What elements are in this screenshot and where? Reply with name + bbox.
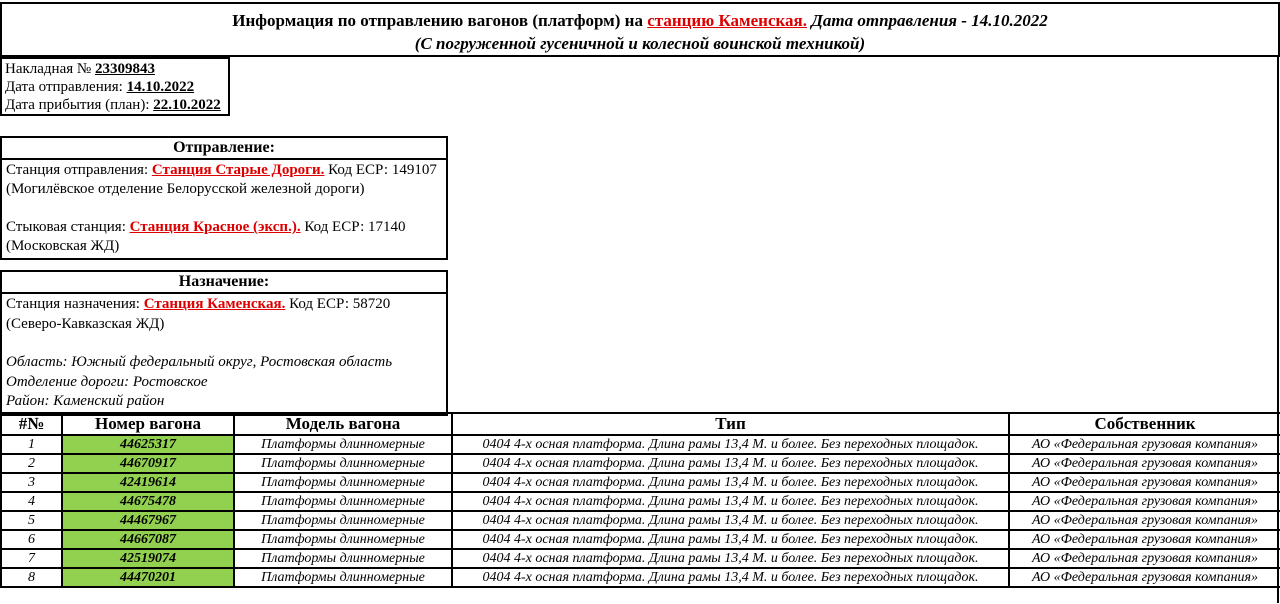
- departure-station-line: [6, 161, 442, 180]
- wagon-number-cell: 44625317: [62, 435, 234, 454]
- row-number-cell: 3: [1, 473, 62, 492]
- wagon-number-cell: 42419614: [62, 473, 234, 492]
- header-row-number: #№: [1, 413, 62, 435]
- row-number-cell: 1: [1, 435, 62, 454]
- wagon-model-cell: Платформы длинномерные: [234, 549, 452, 568]
- wagons-table: [0, 412, 1280, 588]
- waybill-arrival-value: 22.10.2022: [153, 97, 221, 113]
- waybill-number-label: Накладная №: [5, 61, 95, 77]
- header-wagon-model: Модель вагона: [234, 413, 452, 435]
- row-number-cell: 6: [1, 530, 62, 549]
- wagon-model-cell: Платформы длинномерные: [234, 530, 452, 549]
- destination-station-code: Код ЕСР: 58720: [285, 296, 391, 312]
- wagon-number-cell: 42519074: [62, 549, 234, 568]
- wagon-number-cell: 44670917: [62, 454, 234, 473]
- title-line1: [2, 9, 1278, 32]
- junction-station-note: (Московская ЖД): [6, 238, 120, 254]
- wagon-model-cell: Платформы длинномерные: [234, 435, 452, 454]
- wagon-owner-cell: АО «Федеральная грузовая компания»: [1009, 473, 1280, 492]
- wagon-model-cell: Платформы длинномерные: [234, 473, 452, 492]
- waybill-departure-line: [5, 78, 225, 96]
- destination-station-link[interactable]: Станция Каменская.: [143, 296, 286, 312]
- title-text-prefix: Информация по отправлению вагонов (платформ) на: [232, 11, 648, 30]
- table-row: [1, 568, 1280, 587]
- destination-region: Область: Южный федеральный округ, Ростовская область: [6, 354, 393, 370]
- row-number-cell: 4: [1, 492, 62, 511]
- table-row: [1, 511, 1280, 530]
- wagon-number-cell: 44467967: [62, 511, 234, 530]
- wagon-owner-cell: АО «Федеральная грузовая компания»: [1009, 511, 1280, 530]
- departure-station-label: Станция отправления:: [6, 162, 152, 178]
- table-row: [1, 435, 1280, 454]
- waybill-departure-value: 14.10.2022: [126, 79, 195, 95]
- table-row: [1, 473, 1280, 492]
- wagon-model-cell: Платформы длинномерные: [234, 511, 452, 530]
- destination-section: [0, 270, 448, 416]
- spacer-line: [6, 199, 442, 218]
- departure-header: Отправление:: [2, 138, 446, 160]
- waybill-box: [0, 57, 230, 116]
- wagon-type-cell: 0404 4-х осная платформа. Длина рамы 13,4 М. и более. Без переходных площадок.: [452, 435, 1009, 454]
- junction-station-link[interactable]: Станция Красное (эксп.).: [129, 219, 301, 235]
- title-station-link[interactable]: станцию Каменская.: [647, 11, 808, 30]
- row-number-cell: 7: [1, 549, 62, 568]
- table-row: [1, 530, 1280, 549]
- wagon-type-cell: 0404 4-х осная платформа. Длина рамы 13,4 М. и более. Без переходных площадок.: [452, 549, 1009, 568]
- wagon-owner-cell: АО «Федеральная грузовая компания»: [1009, 435, 1280, 454]
- waybill-arrival-label: Дата прибытия (план):: [5, 97, 154, 113]
- title-box: [0, 2, 1280, 57]
- header-wagon-number: Номер вагона: [62, 413, 234, 435]
- wagon-model-cell: Платформы длинномерные: [234, 454, 452, 473]
- wagon-type-cell: 0404 4-х осная платформа. Длина рамы 13,4 М. и более. Без переходных площадок.: [452, 530, 1009, 549]
- title-line2: (С погруженной гусеничной и колесной воинской техникой): [414, 34, 866, 53]
- table-header-row: [1, 413, 1280, 435]
- wagon-model-cell: Платформы длинномерные: [234, 492, 452, 511]
- table-row: [1, 492, 1280, 511]
- wagon-type-cell: 0404 4-х осная платформа. Длина рамы 13,4 М. и более. Без переходных площадок.: [452, 511, 1009, 530]
- destination-station-note: (Северо-Кавказская ЖД): [6, 315, 165, 332]
- departure-body: [2, 160, 446, 258]
- wagon-owner-cell: АО «Федеральная грузовая компания»: [1009, 454, 1280, 473]
- header-owner: Собственник: [1009, 413, 1280, 435]
- departure-station-link[interactable]: Станция Старые Дороги.: [151, 162, 325, 178]
- destination-station-line: [6, 295, 442, 315]
- departure-station-code: Код ЕСР: 149107: [324, 162, 437, 178]
- destination-division: Отделение дороги: Ростовское: [6, 373, 208, 390]
- waybill-departure-label: Дата отправления:: [5, 79, 127, 95]
- wagon-owner-cell: АО «Федеральная грузовая компания»: [1009, 549, 1280, 568]
- junction-station-code: Код ЕСР: 17140: [300, 219, 406, 235]
- waybill-number-line: [5, 60, 225, 78]
- wagon-type-cell: 0404 4-х осная платформа. Длина рамы 13,4 М. и более. Без переходных площадок.: [452, 473, 1009, 492]
- junction-station-label: Стыковая станция:: [6, 219, 130, 235]
- table-row: [1, 549, 1280, 568]
- table-row: [1, 454, 1280, 473]
- header-type: Тип: [452, 413, 1009, 435]
- junction-station-line: [6, 218, 442, 237]
- wagon-number-cell: 44667087: [62, 530, 234, 549]
- wagon-owner-cell: АО «Федеральная грузовая компания»: [1009, 568, 1280, 587]
- wagon-type-cell: 0404 4-х осная платформа. Длина рамы 13,4 М. и более. Без переходных площадок.: [452, 568, 1009, 587]
- spacer-line: [6, 334, 442, 353]
- destination-header: Назначение:: [2, 272, 446, 294]
- title-departure-date: Дата отправления - 14.10.2022: [807, 11, 1048, 30]
- wagon-type-cell: 0404 4-х осная платформа. Длина рамы 13,4 М. и более. Без переходных площадок.: [452, 492, 1009, 511]
- waybill-number-value: 23309843: [94, 61, 155, 77]
- departure-section: [0, 136, 448, 260]
- wagon-owner-cell: АО «Федеральная грузовая компания»: [1009, 530, 1280, 549]
- destination-body: [2, 294, 446, 414]
- destination-station-label: Станция назначения:: [6, 296, 144, 312]
- wagon-model-cell: Платформы длинномерные: [234, 568, 452, 587]
- wagon-owner-cell: АО «Федеральная грузовая компания»: [1009, 492, 1280, 511]
- departure-station-note: (Могилёвское отделение Белорусской железной дороги): [6, 181, 365, 197]
- row-number-cell: 8: [1, 568, 62, 587]
- row-number-cell: 2: [1, 454, 62, 473]
- destination-district: Район: Каменский район: [6, 393, 165, 409]
- wagon-type-cell: 0404 4-х осная платформа. Длина рамы 13,4 М. и более. Без переходных площадок.: [452, 454, 1009, 473]
- waybill-arrival-line: [5, 96, 225, 114]
- wagon-number-cell: 44470201: [62, 568, 234, 587]
- wagon-number-cell: 44675478: [62, 492, 234, 511]
- row-number-cell: 5: [1, 511, 62, 530]
